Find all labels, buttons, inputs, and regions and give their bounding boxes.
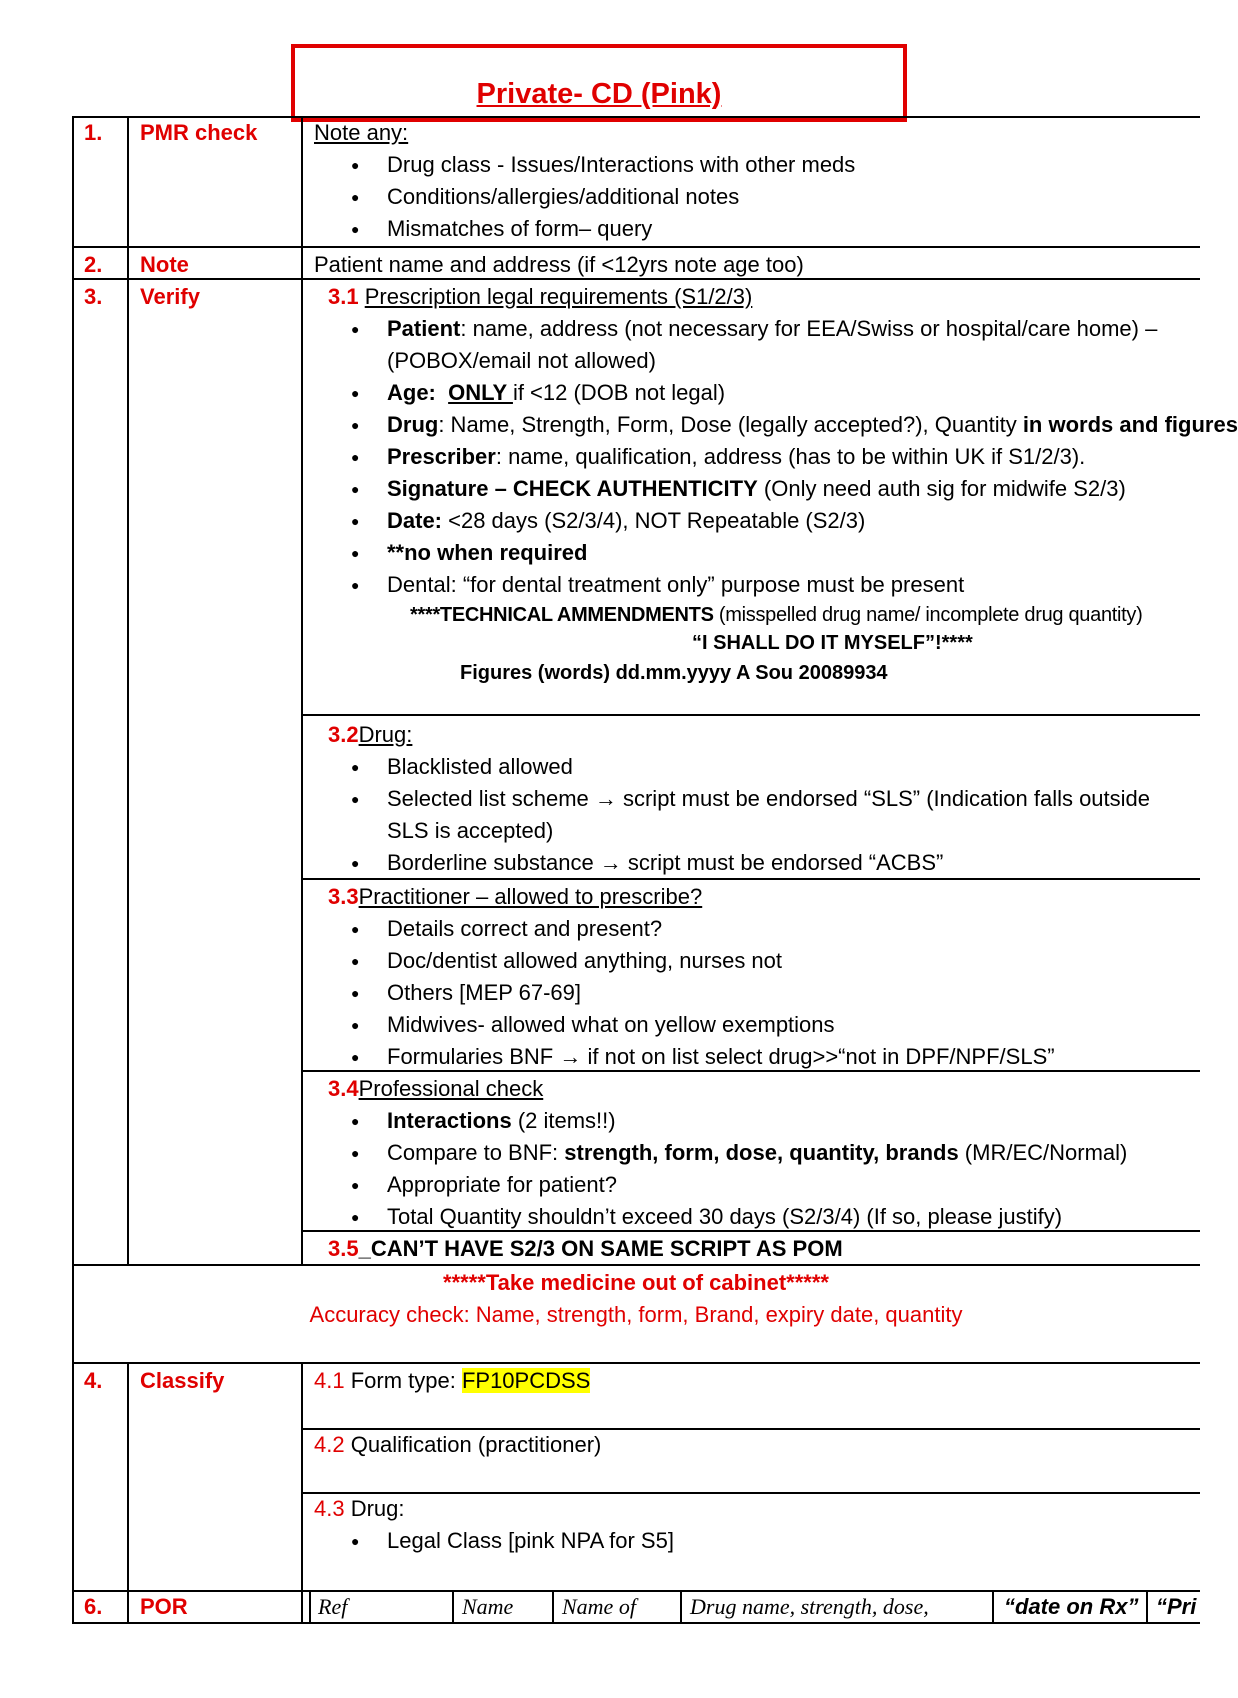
row-line xyxy=(72,1590,1200,1592)
technical-amendments-note-2: “I SHALL DO IT MYSELF”!**** xyxy=(692,632,973,654)
row-text: Patient name and address (if <12yrs note age too) xyxy=(314,252,804,277)
bullet-item: ● Blacklisted allowed xyxy=(387,754,573,780)
bullet-item: ● Prescriber: name, qualification, address (has to be within UK if S1/2/3). xyxy=(387,444,1085,470)
example-figures: Figures (words) dd.mm.yyyy A Sou 20089934 xyxy=(460,662,888,684)
row-line xyxy=(301,1428,1200,1430)
bullet-item: ● Date: <28 days (S2/3/4), NOT Repeatable (S2/3) xyxy=(387,508,865,534)
col-divider-1 xyxy=(127,116,129,1264)
por-col-ref: Ref xyxy=(318,1594,348,1619)
row-line xyxy=(301,1230,1200,1232)
bullet-item: ● Interactions (2 items!!) xyxy=(387,1108,616,1134)
row-line xyxy=(301,1492,1200,1494)
bullet-item: ● Legal Class [pink NPA for S5] xyxy=(387,1528,674,1554)
bullet-item: ● Borderline substance → script must be endorsed “ACBS” xyxy=(387,850,943,876)
bullet-item: ● Compare to BNF: strength, form, dose, quantity, brands (MR/EC/Normal) xyxy=(387,1140,1127,1166)
bullet-item: ● Midwives- allowed what on yellow exemptions xyxy=(387,1012,835,1038)
row-label: Classify xyxy=(140,1368,225,1393)
por-col-divider xyxy=(452,1590,454,1624)
bullet-item: ● **no when required xyxy=(387,540,587,566)
row-line xyxy=(72,116,1200,118)
row-line xyxy=(72,278,1200,280)
por-col-divider xyxy=(1146,1590,1148,1624)
row-number: 2. xyxy=(84,252,103,277)
section-3-5: 3.5_CAN’T HAVE S2/3 ON SAME SCRIPT AS POM xyxy=(328,1236,843,1261)
bullet-item: ● Formularies BNF → if not on list select drug>>“not in DPF/NPF/SLS” xyxy=(387,1044,1055,1070)
accuracy-check: Accuracy check: Name, strength, form, Brand, expiry date, quantity xyxy=(309,1302,963,1327)
por-col-drug: Drug name, strength, dose, xyxy=(690,1594,929,1619)
row-label: PMR check xyxy=(140,120,258,145)
section-number: 3.1 xyxy=(328,284,359,309)
row-line xyxy=(72,246,1200,248)
row-line xyxy=(301,714,1200,716)
bullet-item: ● Drug class - Issues/Interactions with other meds xyxy=(387,152,855,178)
por-col-pri: “Pri xyxy=(1156,1594,1197,1619)
checklist-table xyxy=(72,116,1238,1624)
bullet-item: ● Appropriate for patient? xyxy=(387,1172,617,1198)
section-4-2: 4.2 Qualification (practitioner) xyxy=(314,1432,602,1457)
bullet-item: ● Details correct and present? xyxy=(387,916,662,942)
row-line xyxy=(301,878,1200,880)
section-3-1-heading xyxy=(328,284,752,310)
por-col-divider xyxy=(309,1590,311,1624)
row-label: POR xyxy=(140,1594,188,1619)
row-number: 4. xyxy=(84,1368,103,1393)
row-line xyxy=(301,1070,1200,1072)
col-divider-2 xyxy=(301,116,303,1264)
por-col-name: Name xyxy=(462,1594,514,1619)
bullet-item: ● Selected list scheme → script must be endorsed “SLS” (Indication falls outside xyxy=(387,786,1150,812)
bullet-item: ● Drug: Name, Strength, Form, Dose (legally accepted?), Quantity in words and figures xyxy=(387,412,1238,438)
form-type-value: FP10PCDSS xyxy=(461,1368,591,1393)
por-col-name-of: Name of xyxy=(562,1594,636,1619)
bullet-item: ● Signature – CHECK AUTHENTICITY (Only need auth sig for midwife S2/3) xyxy=(387,476,1126,502)
bullet-item: ● Dental: “for dental treatment only” purpose must be present xyxy=(387,572,964,598)
row-intro: Note any: xyxy=(314,120,409,145)
bullet-item: ● Mismatches of form– query xyxy=(387,216,652,242)
bullet-item: ● Doc/dentist allowed anything, nurses not xyxy=(387,948,782,974)
cabinet-instruction: *****Take medicine out of cabinet***** xyxy=(443,1270,829,1295)
bullet-continuation: (POBOX/email not allowed) xyxy=(387,348,656,373)
row-line xyxy=(72,1362,1200,1364)
por-col-divider xyxy=(552,1590,554,1624)
section-3-3-heading: 3.3Practitioner – allowed to prescribe? xyxy=(328,884,703,909)
row-line xyxy=(72,1622,1200,1624)
table-border-left xyxy=(72,116,74,1624)
por-col-divider xyxy=(992,1590,994,1624)
bullet-item: ● Age: ONLY if <12 (DOB not legal) xyxy=(387,380,725,406)
row-number: 1. xyxy=(84,120,103,145)
section-3-2-heading: 3.2Drug: xyxy=(328,722,413,747)
section-title: Prescription legal requirements (S1/2/3) xyxy=(364,284,753,309)
section-4-1: 4.1 Form type: FP10PCDSS xyxy=(314,1368,591,1393)
col-divider-1b xyxy=(127,1362,129,1624)
page-title: Private- CD (Pink) xyxy=(476,78,722,110)
row-number: 6. xyxy=(84,1594,103,1619)
row-label: Note xyxy=(140,252,189,277)
section-3-4-heading: 3.4Professional check xyxy=(328,1076,544,1101)
row-label: Verify xyxy=(140,284,200,309)
row-line xyxy=(72,1264,1200,1266)
technical-amendments-note: ****TECHNICAL AMMENDMENTS (misspelled drug name/ incomplete drug quantity) xyxy=(410,604,1143,626)
bullet-item: ● Conditions/allergies/additional notes xyxy=(387,184,739,210)
bullet-continuation: SLS is accepted) xyxy=(387,818,554,843)
section-4-3: 4.3 Drug: xyxy=(314,1496,405,1521)
bullet-item: ● Patient: name, address (not necessary for EEA/Swiss or hospital/care home) – xyxy=(387,316,1157,342)
row-number: 3. xyxy=(84,284,103,309)
por-col-date: “date on Rx” xyxy=(1004,1594,1139,1619)
bullet-item: ● Total Quantity shouldn’t exceed 30 days (S2/3/4) (If so, please justify) xyxy=(387,1204,1062,1230)
por-col-divider xyxy=(680,1590,682,1624)
bullet-item: ● Others [MEP 67-69] xyxy=(387,980,581,1006)
